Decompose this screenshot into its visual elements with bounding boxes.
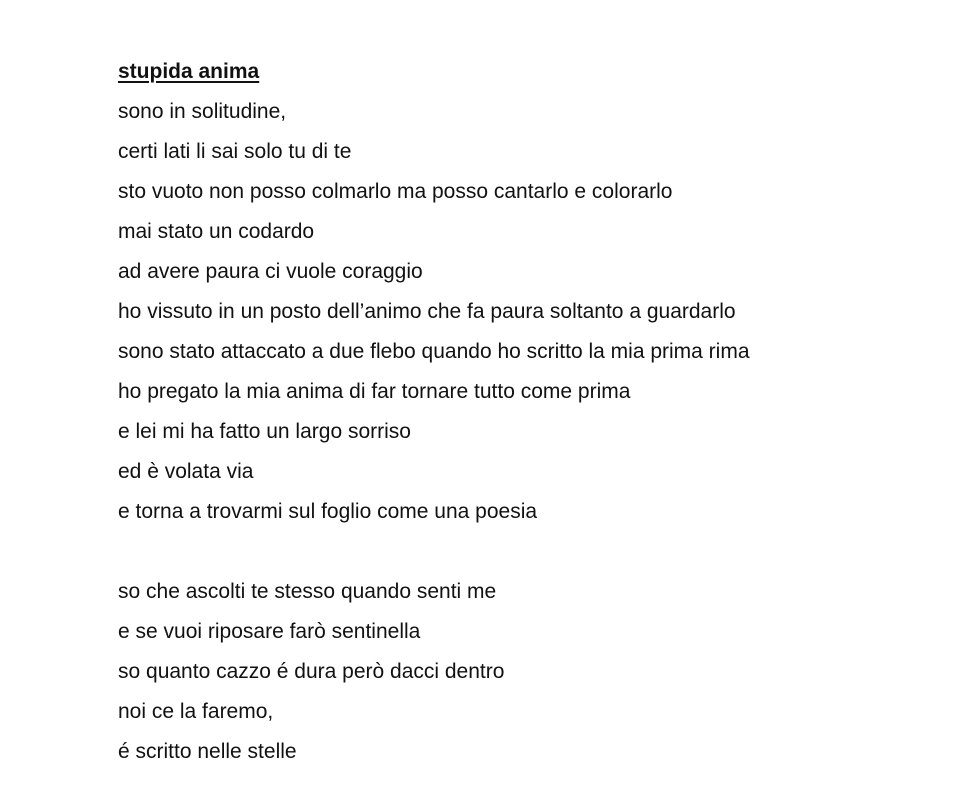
stanza-2	[118, 572, 938, 772]
poem-line: e se vuoi riposare farò sentinella	[118, 620, 421, 643]
poem-line: so che ascolti te stesso quando senti me	[118, 580, 497, 603]
poem-line: e lei mi ha fatto un largo sorriso	[118, 420, 411, 443]
poem-line: sto vuoto non posso colmarlo ma posso cantarlo e colorarlo	[118, 180, 673, 203]
poem-line: ho vissuto in un posto dell’animo che fa paura soltanto a guardarlo	[118, 300, 736, 323]
poem-line: certi lati li sai solo tu di te	[118, 140, 352, 163]
poem	[118, 52, 938, 772]
poem-line: sono stato attaccato a due flebo quando ho scritto la mia prima rima	[118, 340, 750, 363]
poem-line: e torna a trovarmi sul foglio come una poesia	[118, 500, 538, 523]
poem-line: mai stato un codardo	[118, 220, 315, 243]
stanza-1	[118, 92, 938, 532]
poem-line: ad avere paura ci vuole coraggio	[118, 260, 423, 283]
poem-line: é scritto nelle stelle	[118, 740, 297, 763]
poem-line: sono in solitudine,	[118, 100, 287, 123]
poem-line: noi ce la faremo,	[118, 700, 274, 723]
poem-line: so quanto cazzo é dura però dacci dentro	[118, 660, 505, 683]
poem-line: ed è volata via	[118, 460, 254, 483]
poem-title: stupida anima	[118, 60, 260, 83]
poem-line: ho pregato la mia anima di far tornare tutto come prima	[118, 380, 631, 403]
